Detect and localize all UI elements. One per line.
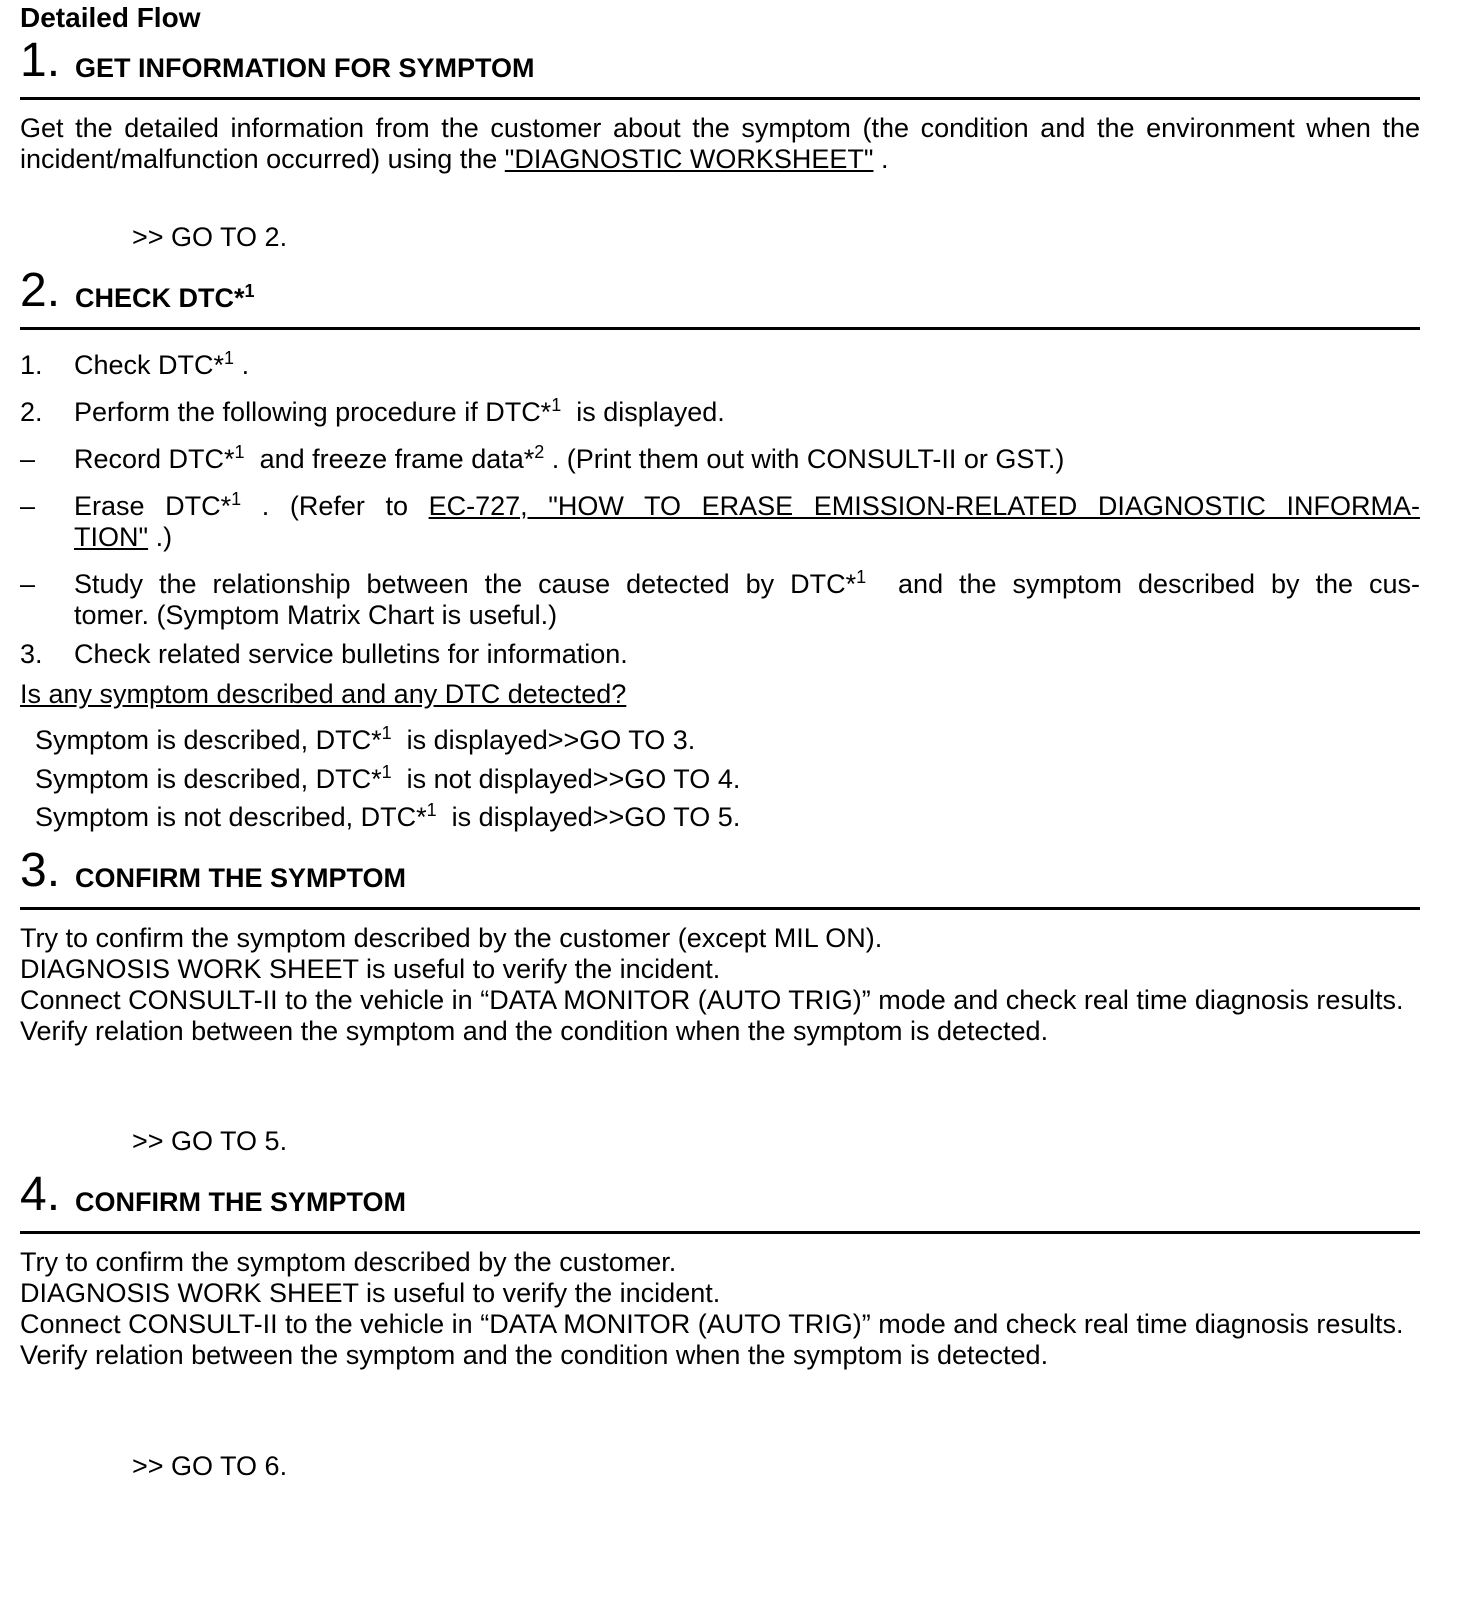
section-divider [20, 97, 1420, 100]
section-divider [20, 907, 1420, 910]
step-1-body: Get the detailed information from the customer about the symptom (the condition and the environment when the incident/malfunction occurred) using the "DIAGNOSTIC WORKSHEET" . [20, 113, 1420, 174]
step-number: 2. [20, 264, 61, 317]
step-title: GET INFORMATION FOR SYMPTOM [75, 53, 535, 83]
step-3-body: Try to confirm the symptom described by the customer (except MIL ON). DIAGNOSIS WORK SHEET is useful to verify the incident. Connect CONSULT-II to the vehicle in “DATA MONITOR (AUTO TRIG)” mode and check real time diagnosis results. Verify relation between the symptom and the condition when the symptom is detected. [20, 923, 1404, 1046]
step-1-header [20, 33, 1420, 103]
step-title: CONFIRM THE SYMPTOM [75, 1187, 407, 1217]
step-4-header [20, 1167, 1420, 1237]
section-divider [20, 327, 1420, 330]
step-4-body: Try to confirm the symptom described by the customer. DIAGNOSIS WORK SHEET is useful to verify the incident. Connect CONSULT-II to the vehicle in “DATA MONITOR (AUTO TRIG)” mode and check real time diagnosis results. Verify relation between the symptom and the condition when the symptom is detected. [20, 1247, 1404, 1370]
section-divider [20, 1231, 1420, 1234]
answer-row: Symptom is described, DTC*$^1$ is not displayed>>GO TO 4. [35, 762, 741, 794]
goto-step-6: >> GO TO 6. [132, 1451, 288, 1481]
step-number: 3. [20, 844, 61, 897]
step-title: CONFIRM THE SYMPTOM [75, 863, 407, 893]
step-title: CHECK DTC*$^1$ [75, 281, 255, 313]
step-number: 1. [20, 34, 61, 87]
goto-step-2: >> GO TO 2. [132, 222, 288, 252]
step-3-header [20, 843, 1420, 913]
step-number: 4. [20, 1168, 61, 1221]
ec-727-link[interactable]: EC-727, "HOW TO ERASE EMISSION-RELATED DIAGNOSTIC INFORMA- [428, 491, 1420, 521]
answer-row: Symptom is described, DTC*$^1$ is displayed>>GO TO 3. [35, 723, 696, 755]
ec-727-link-cont[interactable]: TION" [74, 522, 149, 552]
goto-step-5: >> GO TO 5. [132, 1126, 288, 1156]
answer-row: Symptom is not described, DTC*$^1$ is displayed>>GO TO 5. [35, 800, 741, 832]
page-title: Detailed Flow [20, 2, 201, 33]
decision-question: Is any symptom described and any DTC detected? [20, 679, 627, 709]
step-2-header [20, 263, 1420, 333]
diagnostic-worksheet-link[interactable]: "DIAGNOSTIC WORKSHEET" [504, 144, 874, 174]
